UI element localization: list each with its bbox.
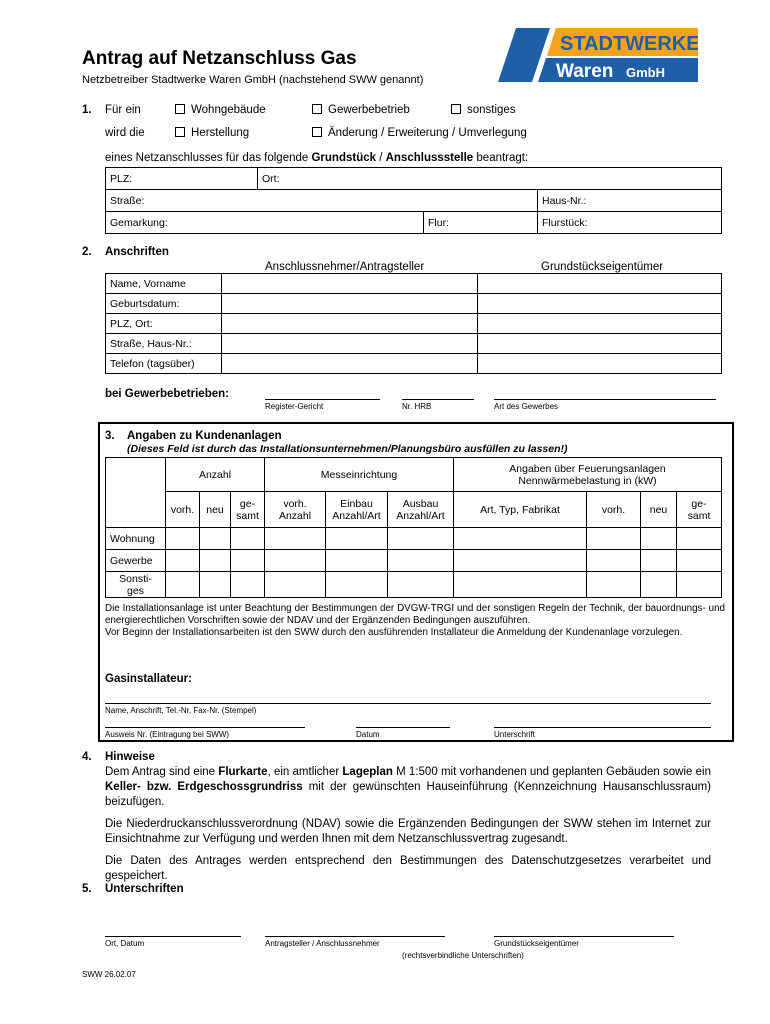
row-wohnung: Wohnung (106, 528, 166, 550)
section-3-subtitle: (Dieses Feld ist durch das Installationsunternehmen/Planungsbüro ausfüllen zu lassen!) (127, 443, 568, 455)
cell[interactable] (231, 572, 265, 598)
field-antragsteller[interactable] (222, 334, 478, 354)
cell[interactable] (265, 528, 326, 550)
kundenanlagen-table (105, 457, 722, 598)
col-antragsteller: Anschlussnehmer/Antragsteller (265, 261, 425, 273)
section-1-number: 1. (82, 104, 92, 116)
gasinstallateur-title: Gasinstallateur: (105, 673, 192, 685)
cell[interactable] (388, 550, 454, 572)
rechtsverbindlich-caption: (rechtsverbindliche Unterschriften) (402, 951, 524, 960)
hinweis-3: Die Daten des Antrages werden entsprechend den Bestimmungen des Datenschutzgesetzes verarbeitet und gespeichert. (105, 855, 711, 882)
cell[interactable] (200, 528, 231, 550)
row-gewerbe: Gewerbe (106, 550, 166, 572)
hdr-neu: neu (200, 492, 231, 528)
reg-caption: Register-Gericht (265, 402, 324, 411)
checkbox-herstellung[interactable] (175, 127, 249, 139)
cell[interactable] (200, 550, 231, 572)
col-eigentuemer: Grundstückseigentümer (541, 261, 664, 273)
cell[interactable] (326, 572, 388, 598)
row-geburtsdatum: Geburtsdatum: (106, 294, 222, 314)
checkbox-sonstiges[interactable] (451, 104, 516, 116)
field-eigentuemer[interactable] (478, 314, 722, 334)
hdr-feuerung: Angaben über Feuerungsanlagen Nennwärmebelastung in (kW) (454, 458, 722, 492)
art-caption: Art des Gewerbes (494, 402, 559, 411)
hausnr-field[interactable]: Haus-Nr.: (538, 190, 722, 212)
installation-notice: Die Installationsanlage ist unter Beachtung der Bestimmungen der DVGW-TRGI und der sonstigen Regeln der Technik, der bauordnungs- und energierechtlichen Vorschriften sowie der NDAV und der Ergänzenden Bedingungen auszuführen. Vor Beginn der Installationsarbeiten ist den SWW durch den ausführenden Installateur die Anmeldung der Kundenanlage vorzulegen. (105, 603, 725, 638)
checkbox-box[interactable] (175, 127, 185, 137)
section-4-number: 4. (82, 751, 92, 763)
hdr-gesamt: ge- samt (231, 492, 265, 528)
strasse-field[interactable]: Straße: (106, 190, 538, 212)
field-antragsteller[interactable] (222, 354, 478, 374)
antragsteller-caption: Antragsteller / Anschlussnehmer (265, 939, 380, 948)
hdr-f-neu: neu (641, 492, 677, 528)
checkbox-label: sonstiges (467, 104, 516, 116)
section-4-title: Hinweise (105, 751, 155, 763)
cell[interactable] (677, 572, 722, 598)
hdr-ausbau: Ausbau Anzahl/Art (388, 492, 454, 528)
logo-text-stadtwerke: STADTWERKE (560, 33, 698, 55)
anschriften-table (105, 273, 722, 374)
field-eigentuemer[interactable] (478, 294, 722, 314)
cell[interactable] (454, 550, 587, 572)
hdr-f-gesamt: ge- samt (677, 492, 722, 528)
stempel-caption: Name, Anschrift, Tel.-Nr, Fax-Nr. (Stempel) (105, 706, 257, 715)
page-subtitle: Netzbetreiber Stadtwerke Waren GmbH (nachstehend SWW genannt) (82, 74, 424, 86)
cell[interactable] (326, 528, 388, 550)
gemarkung-field[interactable]: Gemarkung: (106, 212, 424, 234)
section-2-number: 2. (82, 246, 92, 258)
row-plz-ort: PLZ, Ort: (106, 314, 222, 334)
ausweis-caption: Ausweis Nr. (Eintragung bei SWW) (105, 730, 230, 739)
cell[interactable] (265, 572, 326, 598)
label-wird-die: wird die (105, 127, 145, 139)
hinweis-2: Die Niederdruckanschlussverordnung (NDAV) sowie die Ergänzenden Bedingungen der SWW stehen im Internet zur Einsichtnahme zur Verfügung und werden Ihnen mit dem Netzanschlussvertrag zugesandt. (105, 818, 711, 845)
reg-line[interactable] (265, 399, 380, 400)
hdr-vorh: vorh. (166, 492, 200, 528)
cell[interactable] (166, 550, 200, 572)
cell[interactable] (166, 528, 200, 550)
checkbox-label: Gewerbebetrieb (328, 104, 410, 116)
field-eigentuemer[interactable] (478, 334, 722, 354)
datum-line[interactable] (356, 727, 450, 728)
section-5-number: 5. (82, 883, 92, 895)
antragsteller-line[interactable] (265, 936, 445, 937)
section-3-number: 3. (105, 430, 115, 442)
checkbox-label: Änderung / Erweiterung / Umverlegung (328, 127, 527, 139)
ort-datum-caption: Ort, Datum (105, 939, 145, 948)
cell[interactable] (587, 550, 641, 572)
flur-field[interactable]: Flur: (424, 212, 538, 234)
cell[interactable] (326, 550, 388, 572)
checkbox-wohngebaeude[interactable] (175, 104, 266, 116)
company-logo (498, 26, 698, 84)
ort-datum-line[interactable] (105, 936, 241, 937)
field-eigentuemer[interactable] (478, 354, 722, 374)
plz-field[interactable]: PLZ: (106, 168, 258, 190)
hdr-messe: Messeinrichtung (265, 458, 454, 492)
logo-text-gmbh: GmbH (626, 65, 665, 80)
footer-code: SWW 26.02.07 (82, 970, 136, 979)
row-sonstiges: Sonsti- ges (106, 572, 166, 598)
hrb-caption: Nr. HRB (402, 402, 432, 411)
eigentuemer-caption: Grundstückseigentümer (494, 939, 579, 948)
checkbox-gewerbebetrieb[interactable] (312, 104, 410, 116)
field-antragsteller[interactable] (222, 294, 478, 314)
art-line[interactable] (494, 399, 716, 400)
row-strasse: Straße, Haus-Nr.: (106, 334, 222, 354)
hdr-vorh-anzahl: vorh. Anzahl (265, 492, 326, 528)
corner-cell (106, 458, 166, 528)
section-1-intro: eines Netzanschlusses für das folgende Grundstück / Anschlussstelle beantragt: (105, 152, 529, 164)
logo-text-waren: Waren (556, 61, 614, 82)
checkbox-box[interactable] (451, 104, 461, 114)
cell[interactable] (454, 528, 587, 550)
section-2-title: Anschriften (105, 246, 169, 258)
hinweise-text (105, 765, 711, 891)
cell[interactable] (200, 572, 231, 598)
ort-field[interactable]: Ort: (258, 168, 722, 190)
hdr-f-vorh: vorh. (587, 492, 641, 528)
page-title: Antrag auf Netzanschluss Gas (82, 48, 357, 69)
checkbox-label: Wohngebäude (191, 104, 266, 116)
hdr-anzahl: Anzahl (166, 458, 265, 492)
checkbox-aenderung[interactable] (312, 127, 527, 139)
cell[interactable] (587, 528, 641, 550)
cell[interactable] (454, 572, 587, 598)
datum-caption: Datum (356, 730, 380, 739)
checkbox-label: Herstellung (191, 127, 250, 139)
flurstueck-field[interactable]: Flurstück: (538, 212, 722, 234)
cell[interactable] (231, 550, 265, 572)
field-antragsteller[interactable] (222, 314, 478, 334)
unterschrift-caption: Unterschrift (494, 730, 535, 739)
hdr-einbau: Einbau Anzahl/Art (326, 492, 388, 528)
checkbox-box[interactable] (312, 127, 322, 137)
cell[interactable] (641, 528, 677, 550)
gewerbe-label: bei Gewerbebetrieben: (105, 388, 229, 400)
label-fuer-ein: Für ein (105, 104, 141, 116)
stempel-line[interactable] (105, 703, 711, 704)
row-name: Name, Vorname (106, 274, 222, 294)
cell[interactable] (677, 528, 722, 550)
cell[interactable] (677, 550, 722, 572)
ausweis-line[interactable] (105, 727, 305, 728)
checkbox-box[interactable] (175, 104, 185, 114)
eigentuemer-line[interactable] (494, 936, 674, 937)
hdr-art-typ: Art, Typ, Fabrikat (454, 492, 587, 528)
cell[interactable] (265, 550, 326, 572)
unterschrift-line[interactable] (494, 727, 711, 728)
field-eigentuemer[interactable] (478, 274, 722, 294)
cell[interactable] (231, 528, 265, 550)
checkbox-box[interactable] (312, 104, 322, 114)
cell[interactable] (166, 572, 200, 598)
cell[interactable] (587, 572, 641, 598)
section-3-title: Angaben zu Kundenanlagen (127, 430, 282, 442)
grundstueck-table (105, 167, 722, 234)
field-antragsteller[interactable] (222, 274, 478, 294)
section-5-title: Unterschriften (105, 883, 184, 895)
cell[interactable] (641, 550, 677, 572)
hinweis-1: Dem Antrag sind eine Flurkarte, ein amtlicher Lageplan M 1:500 mit vorhandenen und geplanten Gebäuden sowie ein Keller- bzw. Erdgeschossgrundriss mit der gewünschten Hauseinführung (Kennzeichnung Hausanschlussraum) beizufügen. (105, 766, 711, 808)
row-telefon: Telefon (tagsüber) (106, 354, 222, 374)
cell[interactable] (388, 572, 454, 598)
hrb-line[interactable] (402, 399, 474, 400)
cell[interactable] (641, 572, 677, 598)
cell[interactable] (388, 528, 454, 550)
